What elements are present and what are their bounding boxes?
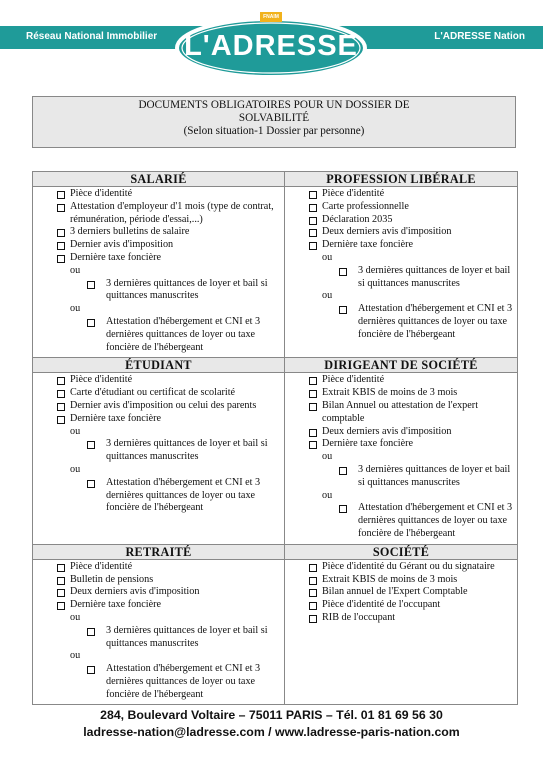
checklist-item: Dernier avis d'imposition: [55, 239, 280, 252]
footer-address: 284, Boulevard Voltaire – 75011 PARIS – Tél. 01 81 69 56 30: [100, 708, 443, 722]
checklist-item: Dernière taxe foncière: [55, 599, 280, 612]
checklist-item: Pièce d'identité: [55, 374, 280, 387]
checklist-item: Bilan Annuel ou attestation de l'expert comptable: [307, 400, 513, 426]
checklist-subitem: Attestation d'hébergement et CNI et 3 dernières quittances de loyer ou taxe foncière de l'hébergeant: [73, 663, 280, 701]
fnaim-badge: FNAIM: [260, 12, 282, 22]
title-line-3: (Selon situation-1 Dossier par personne): [183, 125, 365, 137]
network-label: Réseau National Immobilier: [26, 31, 158, 42]
checklist-item: Pièce d'identité: [55, 561, 280, 574]
documents-table: [32, 171, 518, 705]
or-label: ou: [70, 303, 81, 315]
title-line-1: DOCUMENTS OBLIGATOIRES POUR UN DOSSIER DE: [138, 99, 410, 111]
section-salarie: [33, 187, 285, 358]
or-label: ou: [70, 264, 81, 276]
or-label: ou: [322, 451, 333, 463]
document-title: [32, 96, 516, 148]
checklist-subitem: 3 dernières quittances de loyer et bail si quittances manuscrites: [325, 265, 513, 291]
agency-label: L'ADRESSE Nation: [434, 31, 525, 42]
checklist-item: Carte professionnelle: [307, 201, 513, 214]
checklist-subitem: 3 dernières quittances de loyer et bail si quittances manuscrites: [73, 625, 280, 651]
checklist-subitem: 3 dernières quittances de loyer et bail si quittances manuscrites: [73, 278, 280, 304]
checklist-item: Pièce d'identité: [55, 188, 280, 201]
or-label: ou: [70, 463, 81, 475]
header-banner: [0, 0, 543, 82]
checklist-subitem: Attestation d'hébergement et CNI et 3 dernières quittances de loyer ou taxe foncière de l'hébergeant: [325, 303, 513, 341]
checklist-item: Deux derniers avis d'imposition: [307, 226, 513, 239]
heading-salarie: SALARIÉ: [33, 172, 285, 187]
checklist-item: 3 derniers bulletins de salaire: [55, 226, 280, 239]
checklist-item: Dernière taxe foncière: [55, 413, 280, 426]
heading-dirigeant: DIRIGEANT DE SOCIÉTÉ: [285, 358, 518, 373]
heading-liberale: PROFESSION LIBÉRALE: [285, 172, 518, 187]
or-label: ou: [70, 650, 81, 662]
footer-contact: ladresse-nation@ladresse.com / www.ladresse-paris-nation.com: [83, 725, 460, 739]
section-liberale: [285, 187, 518, 358]
checklist-item: Deux derniers avis d'imposition: [55, 586, 280, 599]
checklist-item: Déclaration 2035: [307, 214, 513, 227]
checklist-item: Dernière taxe foncière: [307, 438, 513, 451]
or-label: ou: [70, 425, 81, 437]
checklist-item: Bilan annuel de l'Expert Comptable: [307, 586, 513, 599]
checklist-item: Extrait KBIS de moins de 3 mois: [307, 387, 513, 400]
checklist-item: Carte d'étudiant ou certificat de scolarité: [55, 387, 280, 400]
checklist-item: Pièce d'identité du Gérant ou du signataire: [307, 561, 513, 574]
section-retraite: [33, 559, 285, 705]
or-label: ou: [322, 489, 333, 501]
logo-text: L'ADRESSE: [184, 30, 358, 62]
checklist-item: Deux derniers avis d'imposition: [307, 426, 513, 439]
section-dirigeant: [285, 373, 518, 544]
checklist-item: Dernier avis d'imposition ou celui des parents: [55, 400, 280, 413]
checklist-item: Attestation d'employeur d'1 mois (type de contrat, rémunération, période d'essai,...): [55, 201, 280, 227]
checklist-item: Pièce d'identité de l'occupant: [307, 599, 513, 612]
heading-retraite: RETRAITÉ: [33, 544, 285, 559]
or-label: ou: [322, 251, 333, 263]
checklist-item: Dernière taxe foncière: [55, 252, 280, 265]
or-label: ou: [322, 290, 333, 302]
checklist-item: Extrait KBIS de moins de 3 mois: [307, 574, 513, 587]
checklist-subitem: Attestation d'hébergement et CNI et 3 dernières quittances de loyer ou taxe foncière de l'hébergeant: [73, 316, 280, 354]
checklist-subitem: Attestation d'hébergement et CNI et 3 dernières quittances de loyer ou taxe foncière de l'hébergeant: [325, 502, 513, 540]
checklist-item: Dernière taxe foncière: [307, 239, 513, 252]
title-line-2: SOLVABILITÉ: [238, 112, 310, 124]
heading-societe: SOCIÉTÉ: [285, 544, 518, 559]
checklist-subitem: 3 dernières quittances de loyer et bail si quittances manuscrites: [325, 464, 513, 490]
or-label: ou: [70, 611, 81, 623]
checklist-item: Pièce d'identité: [307, 188, 513, 201]
section-societe: [285, 559, 518, 705]
checklist-subitem: 3 dernières quittances de loyer et bail si quittances manuscrites: [73, 438, 280, 464]
heading-etudiant: ÉTUDIANT: [33, 358, 285, 373]
checklist-subitem: Attestation d'hébergement et CNI et 3 dernières quittances de loyer ou taxe foncière de l'hébergeant: [73, 477, 280, 515]
checklist-item: RIB de l'occupant: [307, 612, 513, 625]
checklist-item: Bulletin de pensions: [55, 574, 280, 587]
section-etudiant: [33, 373, 285, 544]
checklist-item: Pièce d'identité: [307, 374, 513, 387]
brand-logo: [175, 12, 367, 78]
